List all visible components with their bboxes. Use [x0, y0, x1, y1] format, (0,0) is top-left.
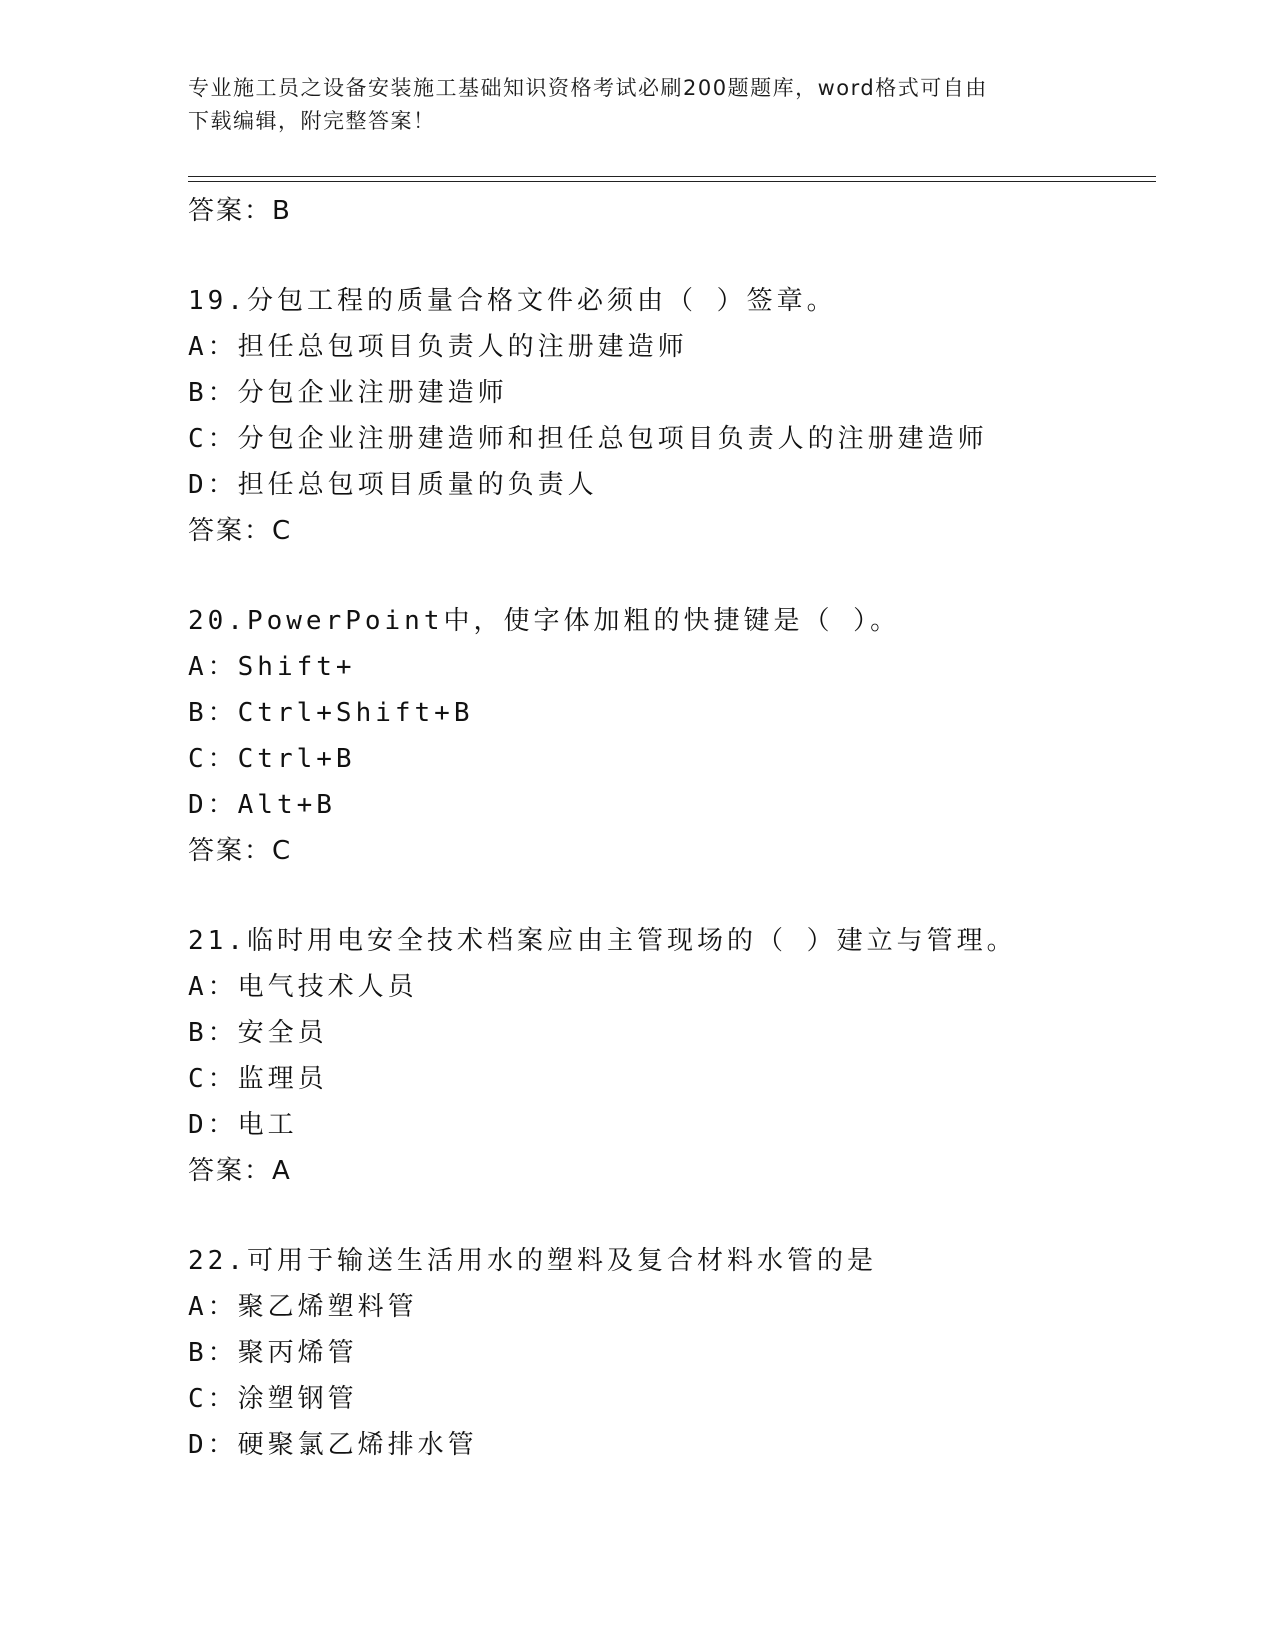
question-text: 21.临时用电安全技术档案应由主管现场的（ ）建立与管理。 — [188, 926, 1017, 956]
option-c: C：监理员 — [188, 1064, 328, 1094]
answer-line-18: 答案：B — [188, 196, 292, 226]
question-22 — [188, 1238, 1148, 1468]
header-divider-top — [188, 176, 1156, 177]
option-d: D：担任总包项目质量的负责人 — [188, 470, 598, 500]
answer-line: 答案：C — [188, 836, 293, 866]
question-list — [188, 188, 1148, 1468]
header-line-2: 下载编辑，附完整答案！ — [188, 109, 436, 133]
option-c: C：涂塑钢管 — [188, 1384, 358, 1414]
question-21 — [188, 918, 1148, 1194]
option-d: D：Alt+B — [188, 790, 336, 820]
question-text: 22.可用于输送生活用水的塑料及复合材料水管的是 — [188, 1246, 877, 1276]
question-20 — [188, 598, 1148, 874]
option-b: B：Ctrl+Shift+B — [188, 698, 474, 728]
option-c: C：Ctrl+B — [188, 744, 356, 774]
option-b: B：安全员 — [188, 1018, 328, 1048]
question-text: 19.分包工程的质量合格文件必须由（ ）签章。 — [188, 286, 837, 316]
option-d: D：硬聚氯乙烯排水管 — [188, 1430, 478, 1460]
header-divider-bottom — [188, 181, 1156, 182]
option-a: A：电气技术人员 — [188, 972, 418, 1002]
question-text: 20.PowerPoint中，使字体加粗的快捷键是（ ）。 — [188, 606, 901, 636]
option-b: B：分包企业注册建造师 — [188, 378, 508, 408]
document-header — [188, 72, 1068, 138]
answer-line: 答案：A — [188, 1156, 292, 1186]
option-a: A：聚乙烯塑料管 — [188, 1292, 418, 1322]
option-a: A：担任总包项目负责人的注册建造师 — [188, 332, 688, 362]
option-a: A：Shift+ — [188, 652, 356, 682]
option-d: D：电工 — [188, 1110, 298, 1140]
option-b: B：聚丙烯管 — [188, 1338, 358, 1368]
question-19 — [188, 278, 1148, 554]
answer-line: 答案：C — [188, 516, 293, 546]
header-line-1: 专业施工员之设备安装施工基础知识资格考试必刷200题题库，word格式可自由 — [188, 76, 988, 100]
option-c: C：分包企业注册建造师和担任总包项目负责人的注册建造师 — [188, 424, 988, 454]
